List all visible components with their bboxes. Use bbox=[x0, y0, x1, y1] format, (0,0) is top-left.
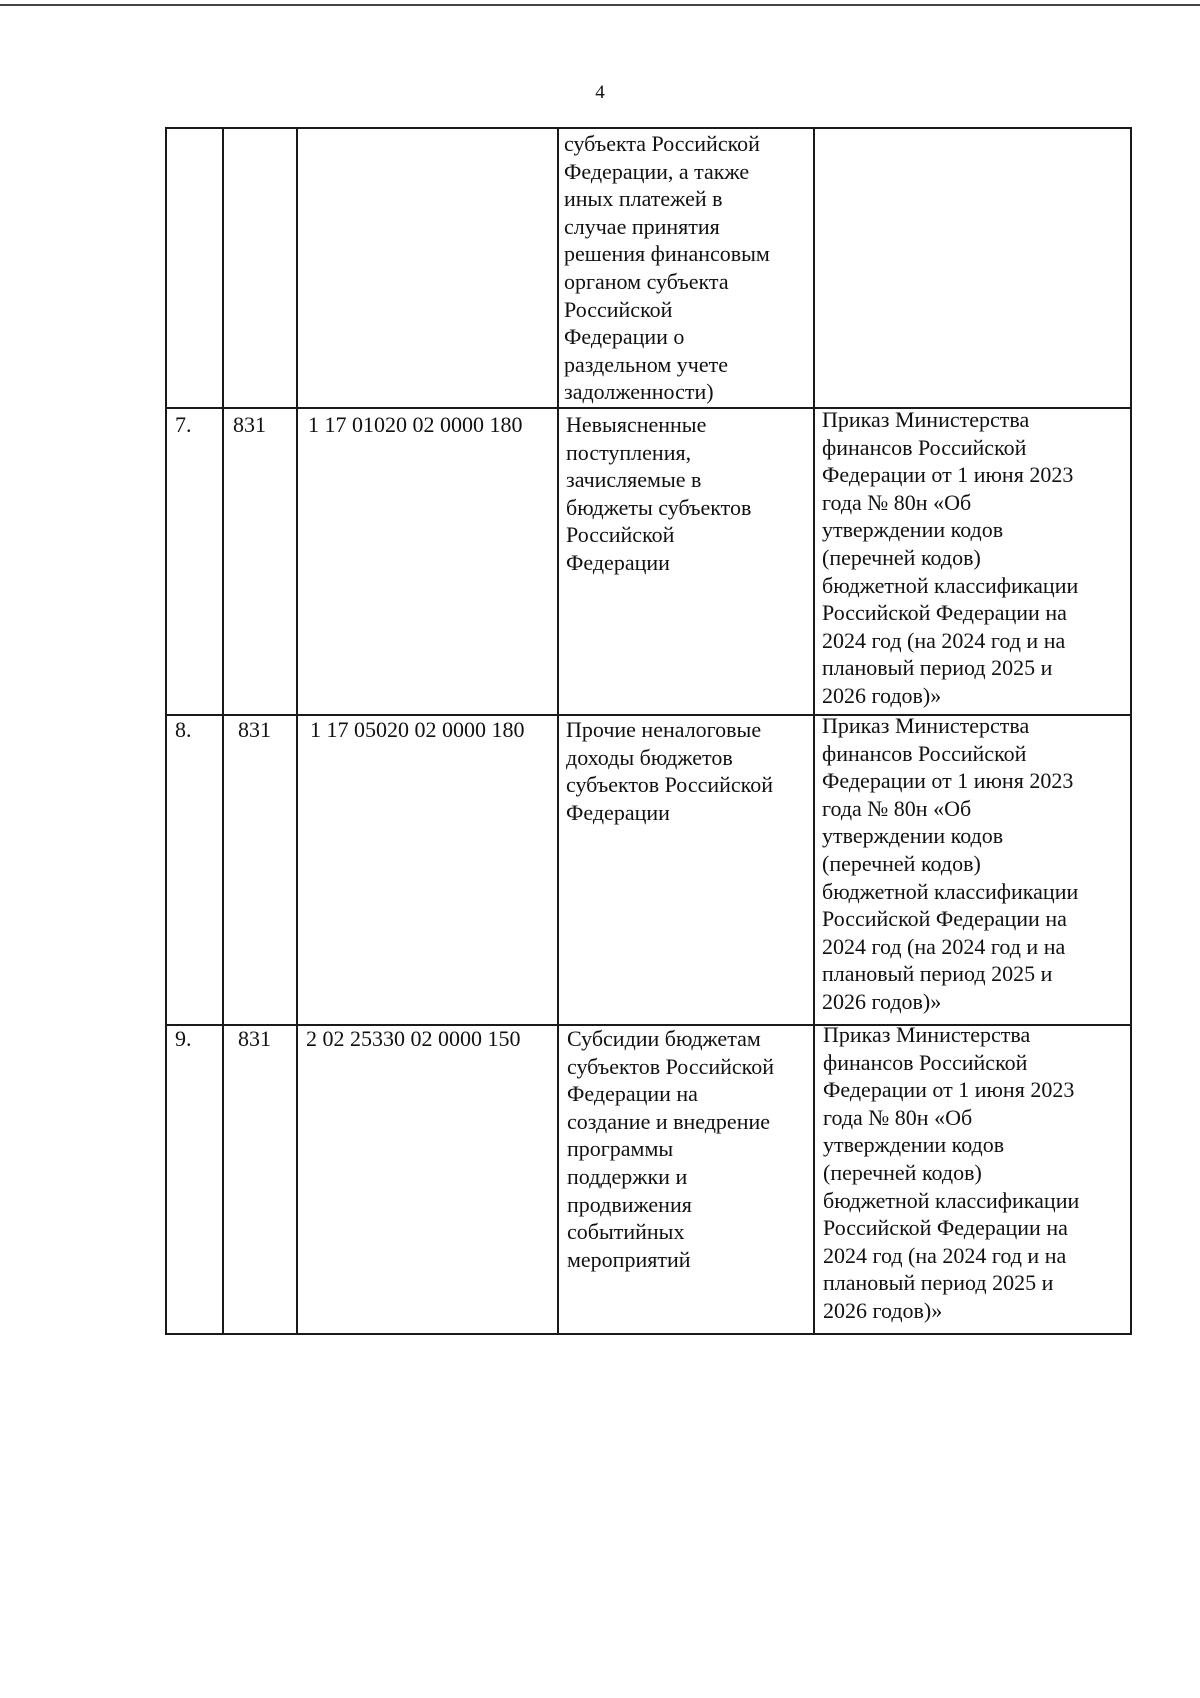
row-cont-name-cell-line: решения финансовым bbox=[564, 241, 770, 267]
row-7-basis-cell-line: года № 80н «Об bbox=[822, 489, 972, 515]
row-8-basis-cell-line: плановый период 2025 и bbox=[822, 961, 1053, 987]
row-7-basis-cell bbox=[822, 406, 1118, 710]
row-9-basis-cell-line: Федерации от 1 июня 2023 bbox=[823, 1077, 1075, 1103]
row-7-basis-cell-line: Федерации от 1 июня 2023 bbox=[822, 462, 1074, 488]
row-7-name-cell-line: бюджеты субъектов bbox=[566, 494, 752, 520]
row-9-basis-cell-line: бюджетной классификации bbox=[823, 1187, 1080, 1213]
row-7-basis-cell-line: утверждении кодов bbox=[822, 517, 1004, 543]
row-7-budget-code: 1 17 01020 02 0000 180 bbox=[308, 412, 523, 437]
row-8-name-cell-line: Федерации bbox=[566, 799, 670, 825]
row-7-admin-code: 831 bbox=[233, 412, 266, 437]
table-border-top bbox=[165, 127, 1132, 129]
row-9-basis-cell-line: года № 80н «Об bbox=[823, 1104, 973, 1130]
row-9-basis-cell-line: плановый период 2025 и bbox=[823, 1270, 1054, 1296]
row-8-basis-cell-line: года № 80н «Об bbox=[822, 795, 972, 821]
row-7-basis-cell-line: Российской Федерации на bbox=[822, 600, 1067, 626]
table-border-bottom bbox=[165, 1333, 1132, 1335]
row-9-name-cell-line: программы bbox=[567, 1136, 674, 1162]
row-8-name-cell-line: субъектов Российской bbox=[566, 772, 774, 798]
row-7-name-cell-line: зачисляемые в bbox=[566, 467, 702, 493]
row-9-name-cell-line: событийных bbox=[567, 1219, 685, 1245]
row-cont-name-cell-line: случае принятия bbox=[564, 213, 720, 239]
row-8-basis-cell-line: 2026 годов)» bbox=[822, 988, 942, 1014]
row-7-name-cell bbox=[566, 411, 802, 577]
row-8-basis-cell-line: бюджетной классификации bbox=[822, 878, 1079, 904]
row-9-basis-cell-line: утверждении кодов bbox=[823, 1132, 1005, 1158]
page-number: 4 bbox=[595, 82, 605, 103]
row-8-basis-cell-line: утверждении кодов bbox=[822, 823, 1004, 849]
row-9-basis-cell-line: 2026 годов)» bbox=[823, 1297, 943, 1323]
row-7-name-cell-line: Невыясненные bbox=[566, 412, 707, 437]
row-9-name-cell-line: субъектов Российской bbox=[567, 1053, 775, 1079]
row-cont-name-cell bbox=[564, 130, 804, 406]
table-border-right bbox=[1130, 127, 1132, 1335]
row-8-number: 8. bbox=[175, 717, 192, 742]
row-cont-name-cell-line: органом субъекта bbox=[564, 268, 729, 294]
row-cont-name-cell-line: субъекта Российской bbox=[564, 131, 760, 156]
row-9-name-cell-line: мероприятий bbox=[567, 1246, 691, 1272]
row-cont-name-cell-line: задолженности) bbox=[564, 379, 714, 405]
row-8-basis-cell-line: финансов Российской bbox=[822, 740, 1027, 766]
top-rule bbox=[0, 4, 1200, 6]
row-9-name-cell bbox=[567, 1025, 804, 1273]
row-9-basis-cell-line: (перечней кодов) bbox=[823, 1159, 982, 1185]
row-8-name-cell bbox=[566, 716, 802, 826]
row-7-number: 7. bbox=[175, 412, 192, 437]
row-7-basis-cell-line: Приказ Министерства bbox=[822, 407, 1030, 432]
row-8-basis-cell-line: (перечней кодов) bbox=[822, 850, 981, 876]
row-9-name-cell-line: Субсидии бюджетам bbox=[567, 1026, 761, 1051]
row-7-name-cell-line: поступления, bbox=[566, 439, 692, 465]
row-9-basis-cell bbox=[823, 1021, 1122, 1325]
row-8-name-cell-line: доходы бюджетов bbox=[566, 744, 733, 770]
row-9-budget-code: 2 02 25330 02 0000 150 bbox=[306, 1026, 521, 1051]
row-8-basis-cell-line: Федерации от 1 июня 2023 bbox=[822, 768, 1074, 794]
row-7-basis-cell-line: 2024 год (на 2024 год и на bbox=[822, 627, 1066, 653]
row-9-admin-code: 831 bbox=[238, 1026, 271, 1051]
row-8-budget-code: 1 17 05020 02 0000 180 bbox=[310, 717, 525, 742]
column-divider-1 bbox=[222, 127, 224, 1335]
row-8-basis-cell-line: 2024 год (на 2024 год и на bbox=[822, 933, 1066, 959]
column-divider-4 bbox=[813, 127, 815, 1335]
row-8-admin-code: 831 bbox=[238, 717, 271, 742]
row-7-basis-cell-line: финансов Российской bbox=[822, 434, 1027, 460]
row-9-basis-cell-line: 2024 год (на 2024 год и на bbox=[823, 1242, 1067, 1268]
row-cont-name-cell-line: Российской bbox=[564, 296, 673, 322]
row-7-basis-cell-line: (перечней кодов) bbox=[822, 544, 981, 570]
row-9-basis-cell-line: Приказ Министерства bbox=[823, 1022, 1031, 1047]
row-8-basis-cell-line: Российской Федерации на bbox=[822, 906, 1067, 932]
row-7-name-cell-line: Российской bbox=[566, 522, 675, 548]
row-9-name-cell-line: продвижения bbox=[567, 1191, 692, 1217]
row-7-basis-cell-line: плановый период 2025 и bbox=[822, 655, 1053, 681]
row-8-basis-cell-line: Приказ Министерства bbox=[822, 713, 1030, 738]
row-cont-name-cell-line: Федерации, а также bbox=[564, 158, 750, 184]
row-9-basis-cell-line: Российской Федерации на bbox=[823, 1215, 1068, 1241]
column-divider-2 bbox=[296, 127, 298, 1335]
row-9-name-cell-line: Федерации на bbox=[567, 1081, 698, 1107]
row-9-basis-cell-line: финансов Российской bbox=[823, 1049, 1028, 1075]
row-cont-name-cell-line: Федерации о bbox=[564, 324, 685, 350]
row-7-basis-cell-line: 2026 годов)» bbox=[822, 682, 942, 708]
row-cont-name-cell-line: раздельном учете bbox=[564, 351, 729, 377]
table-border-left bbox=[165, 127, 167, 1335]
row-9-number: 9. bbox=[175, 1026, 192, 1051]
row-9-name-cell-line: создание и внедрение bbox=[567, 1108, 771, 1134]
row-cont-name-cell-line: иных платежей в bbox=[564, 186, 723, 212]
row-7-basis-cell-line: бюджетной классификации bbox=[822, 572, 1079, 598]
row-9-name-cell-line: поддержки и bbox=[567, 1163, 688, 1189]
row-8-basis-cell bbox=[822, 712, 1120, 1016]
row-8-name-cell-line: Прочие неналоговые bbox=[566, 717, 762, 742]
row-7-name-cell-line: Федерации bbox=[566, 549, 670, 575]
column-divider-3 bbox=[557, 127, 559, 1335]
